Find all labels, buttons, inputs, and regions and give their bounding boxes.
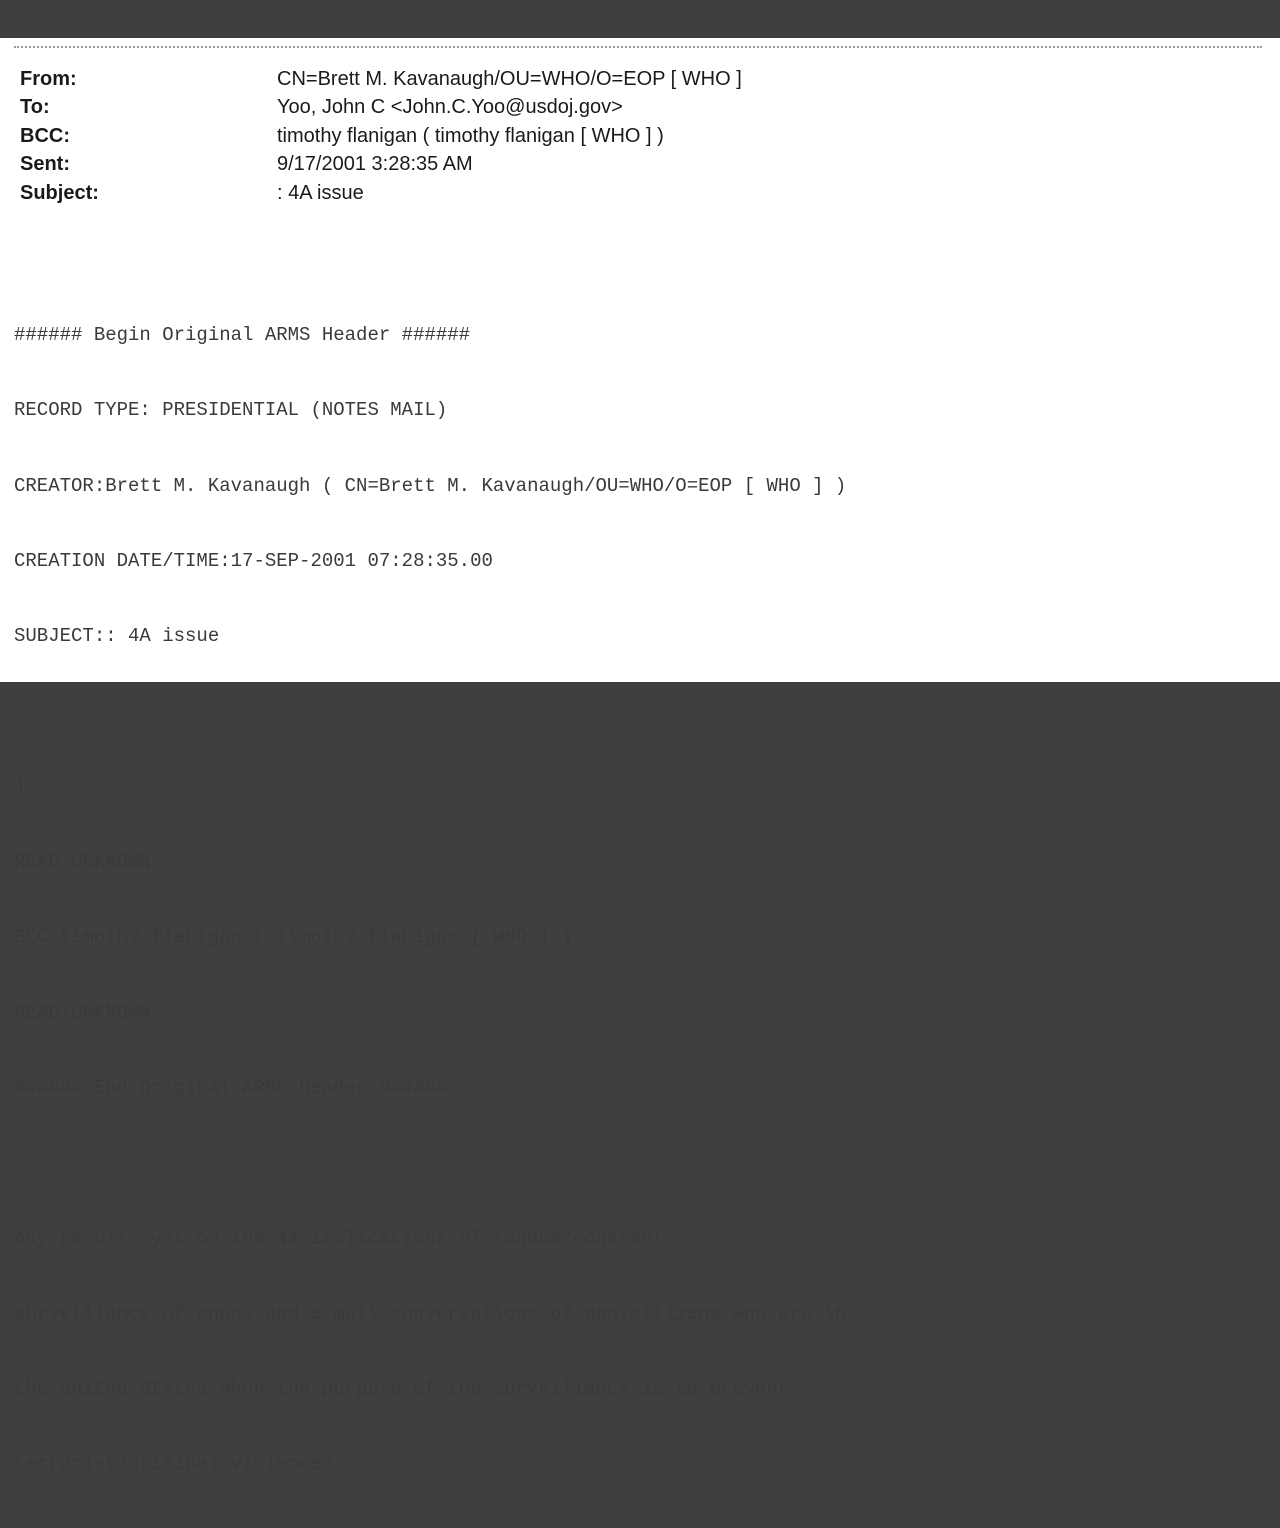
record-type-line: RECORD TYPE: PRESIDENTIAL (NOTES MAIL) bbox=[14, 399, 448, 422]
to-line-continuation: ) bbox=[14, 775, 26, 798]
creation-datetime-line: CREATION DATE/TIME:17-SEP-2001 07:28:35.00 bbox=[14, 550, 493, 573]
to-value: Yoo, John C <John.C.Yoo@usdoj.gov> bbox=[277, 96, 623, 118]
from-value: CN=Brett M. Kavanaugh/OU=WHO/O=EOP [ WHO ] bbox=[277, 68, 742, 90]
body-line: surveillance of phone and e-mail conversations of non-citizens who are in bbox=[14, 1302, 847, 1325]
creator-line: CREATOR:Brett M. Kavanaugh ( CN=Brett M. Kavanaugh/OU=WHO/O=EOP [ WHO ] ) bbox=[14, 474, 847, 497]
body-line: Any results yet on the 4A implications of random/constant bbox=[14, 1227, 664, 1250]
body-line: the United States when the purpose of the surveillance is to prevent bbox=[14, 1378, 790, 1401]
bottom-letterbox bbox=[0, 682, 1280, 720]
subject-value: : 4A issue bbox=[277, 182, 364, 204]
bcc-line: BCC:timothy flanigan ( timothy flanigan [ WHO ] ) bbox=[14, 926, 573, 949]
subject-row bbox=[20, 179, 1220, 207]
to-label: To: bbox=[20, 96, 50, 118]
read-line: READ:UNKNOWN bbox=[14, 851, 151, 874]
arms-begin-line: ###### Begin Original ARMS Header ###### bbox=[14, 324, 471, 347]
top-letterbox bbox=[0, 0, 1280, 38]
read-line: READ:UNKNOWN bbox=[14, 1001, 151, 1024]
arms-end-line: ###### End Original ARMS Header ###### bbox=[14, 1077, 448, 1099]
arms-header-and-body bbox=[14, 273, 1266, 1528]
from-row bbox=[20, 65, 1220, 93]
email-document bbox=[0, 38, 1280, 1476]
sent-row bbox=[20, 150, 1220, 178]
subject-label: Subject: bbox=[20, 182, 99, 204]
body-line: terrorist/criminal violence? bbox=[14, 1453, 334, 1476]
sent-value: 9/17/2001 3:28:35 AM bbox=[277, 153, 473, 175]
bcc-value: timothy flanigan ( timothy flanigan [ WHO ] ) bbox=[277, 125, 664, 147]
dotted-divider bbox=[14, 46, 1262, 48]
from-label: From: bbox=[20, 68, 77, 90]
bcc-label: BCC: bbox=[20, 125, 70, 147]
subject-line: SUBJECT:: 4A issue bbox=[14, 625, 220, 648]
blank-line bbox=[14, 1151, 1266, 1176]
sent-label: Sent: bbox=[20, 153, 70, 175]
bcc-row bbox=[20, 122, 1220, 150]
to-row bbox=[20, 93, 1220, 121]
